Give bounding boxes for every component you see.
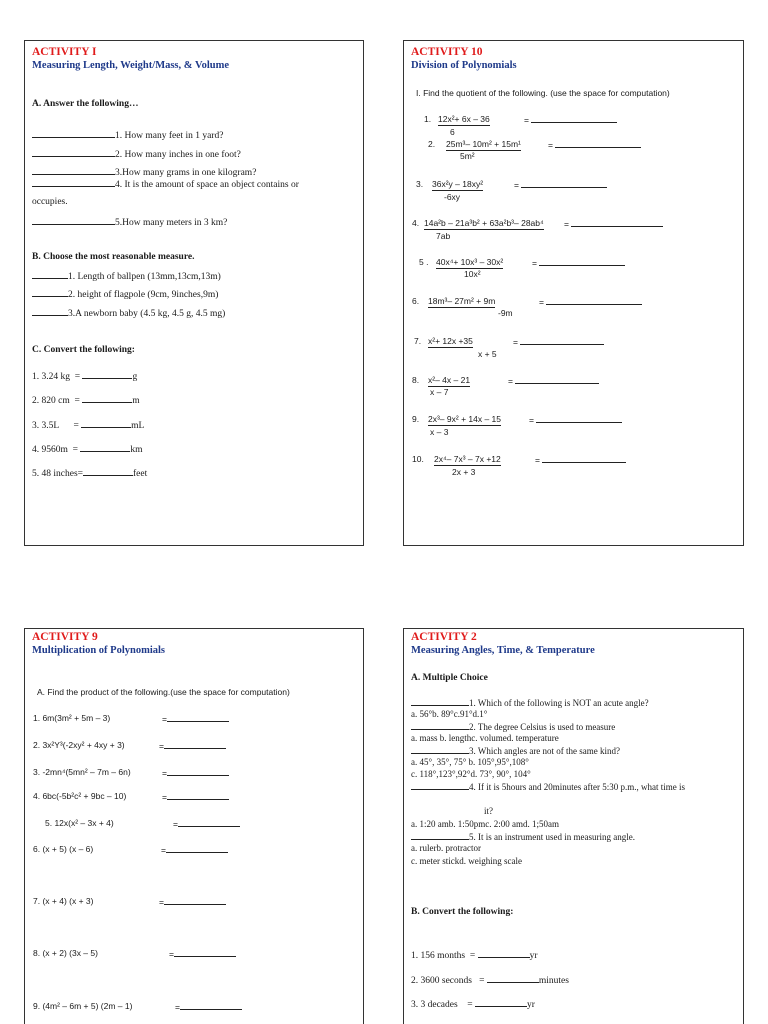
question-line: 4. If it is 5hours and 20minutes after 5:30 p.m., what time is bbox=[411, 781, 685, 793]
question-line: 5.How many meters in 3 km? bbox=[32, 216, 227, 229]
instruction: A. Find the product of the following.(use the space for computation) bbox=[37, 687, 290, 697]
denominator: 7ab bbox=[436, 231, 451, 241]
convert-line: 5. 48 inches= feet bbox=[32, 469, 148, 479]
problem: 8. (x + 2) (3x – 5) bbox=[33, 948, 98, 958]
numerator: 36x²y – 18xy² bbox=[432, 179, 484, 189]
answer-line: = bbox=[514, 179, 607, 191]
question-line: 4. It is the amount of space an object contains or bbox=[32, 178, 299, 191]
answer-blank[interactable] bbox=[82, 394, 132, 403]
problem-number: 2. bbox=[428, 139, 436, 149]
convert-line: 2. 3600 seconds = minutes bbox=[411, 976, 569, 986]
numerator: 12x²+ 6x – 36 bbox=[438, 114, 490, 124]
question-line-cont: occupies. bbox=[32, 197, 68, 207]
answer-line: = bbox=[539, 296, 642, 308]
denominator: x + 5 bbox=[478, 349, 497, 359]
question-line: 1. How many feet in 1 yard? bbox=[32, 129, 223, 142]
problem: 2. 3x²Y³(-2xy² + 4xy + 3) bbox=[33, 740, 125, 750]
problem-number: 5 . bbox=[419, 257, 429, 267]
denominator: x – 3 bbox=[430, 427, 449, 437]
problem-number: 7. bbox=[414, 336, 422, 346]
answer-blank[interactable] bbox=[174, 948, 236, 957]
answer-blank[interactable] bbox=[546, 296, 642, 305]
activity-title: Multiplication of Polynomials bbox=[32, 645, 166, 656]
activity-label: ACTIVITY 10 bbox=[411, 46, 483, 58]
answer-blank[interactable] bbox=[411, 831, 469, 840]
answer-line: = bbox=[162, 767, 229, 779]
section-heading: B. Convert the following: bbox=[411, 907, 514, 917]
choices-line: a. 56°b. 89°c.91°d.1° bbox=[411, 709, 488, 719]
answer-blank[interactable] bbox=[411, 781, 469, 790]
activity-9-card bbox=[24, 628, 364, 1024]
answer-blank[interactable] bbox=[32, 288, 68, 297]
question-line: 3.A newborn baby (4.5 kg, 4.5 g, 4.5 mg) bbox=[32, 307, 225, 320]
convert-line: 1. 156 months = yr bbox=[411, 951, 538, 961]
problem-number: 10. bbox=[412, 454, 424, 464]
answer-blank[interactable] bbox=[521, 179, 607, 188]
question-line: 1. Length of ballpen (13mm,13cm,13m) bbox=[32, 270, 221, 283]
answer-blank[interactable] bbox=[542, 454, 626, 463]
answer-line: = bbox=[548, 139, 641, 151]
answer-blank[interactable] bbox=[180, 1001, 242, 1010]
answer-blank[interactable] bbox=[515, 375, 599, 384]
answer-line: = bbox=[513, 336, 604, 348]
numerator: x²+ 12x +35 bbox=[428, 336, 473, 346]
answer-blank[interactable] bbox=[32, 270, 68, 279]
answer-line: = bbox=[529, 414, 622, 426]
answer-line: = bbox=[532, 257, 625, 269]
choices-line: a. rulerb. protractor bbox=[411, 843, 481, 853]
question-line: 2. How many inches in one foot? bbox=[32, 148, 241, 161]
numerator: 14a²b – 21a³b² + 63a²b³– 28ab⁴ bbox=[424, 218, 544, 228]
answer-line: = bbox=[173, 818, 240, 830]
answer-blank[interactable] bbox=[32, 129, 115, 138]
answer-line: = bbox=[535, 454, 626, 466]
answer-blank[interactable] bbox=[32, 307, 68, 316]
numerator: 18m³– 27m² + 9m bbox=[428, 296, 496, 306]
answer-line: = bbox=[564, 218, 663, 230]
answer-blank[interactable] bbox=[167, 767, 229, 776]
section-heading: C. Convert the following: bbox=[32, 345, 135, 355]
answer-blank[interactable] bbox=[32, 166, 115, 175]
question-line: 1. Which of the following is NOT an acute angle? bbox=[411, 697, 649, 709]
section-heading: A. Answer the following… bbox=[32, 99, 139, 109]
choices-line: c. meter stickd. weighing scale bbox=[411, 856, 522, 866]
answer-blank[interactable] bbox=[32, 178, 115, 187]
answer-blank[interactable] bbox=[478, 949, 530, 958]
convert-line: 3. 3.5L = mL bbox=[32, 421, 145, 431]
answer-line: = bbox=[162, 791, 229, 803]
section-heading: B. Choose the most reasonable measure. bbox=[32, 252, 195, 262]
problem: 9. (4m² – 6m + 5) (2m – 1) bbox=[33, 1001, 133, 1011]
denominator: -6xy bbox=[444, 192, 461, 202]
activity-label: ACTIVITY 9 bbox=[32, 631, 98, 643]
numerator: 2x⁴– 7x³ – 7x +12 bbox=[434, 454, 501, 464]
denominator: -9m bbox=[498, 308, 513, 318]
activity-2-card bbox=[403, 628, 744, 1024]
choices-line: a. 45°, 35°, 75° b. 105°,95°,108° bbox=[411, 757, 529, 767]
convert-line: 2. 820 cm = m bbox=[32, 396, 140, 406]
answer-line: = bbox=[175, 1001, 242, 1013]
problem-number: 8. bbox=[412, 375, 420, 385]
denominator: 6 bbox=[450, 127, 455, 137]
answer-blank[interactable] bbox=[80, 443, 130, 452]
activity-title: Measuring Angles, Time, & Temperature bbox=[411, 645, 595, 656]
answer-line: = bbox=[162, 713, 229, 725]
numerator: 40x⁴+ 10x³ – 30x² bbox=[436, 257, 504, 267]
answer-blank[interactable] bbox=[81, 419, 131, 428]
activity-label: ACTIVITY 2 bbox=[411, 631, 477, 643]
activity-1-card bbox=[24, 40, 364, 546]
problem-number: 3. bbox=[416, 179, 424, 189]
answer-line: = bbox=[508, 375, 599, 387]
denominator: 2x + 3 bbox=[452, 467, 476, 477]
answer-blank[interactable] bbox=[571, 218, 663, 227]
denominator: x – 7 bbox=[430, 387, 449, 397]
problem: 6. (x + 5) (x – 6) bbox=[33, 844, 94, 854]
answer-line: = bbox=[169, 948, 236, 960]
choices-line: a. 1:20 amb. 1:50pmc. 2:00 amd. 1;50am bbox=[411, 819, 559, 829]
answer-blank[interactable] bbox=[487, 974, 539, 983]
convert-line: 4. 9560m = km bbox=[32, 445, 143, 455]
answer-blank[interactable] bbox=[32, 216, 115, 225]
answer-blank[interactable] bbox=[539, 257, 625, 266]
answer-blank[interactable] bbox=[32, 148, 115, 157]
answer-blank[interactable] bbox=[164, 896, 226, 905]
choices-line: a. mass b. lengthc. volumed. temperature bbox=[411, 733, 559, 743]
answer-line: = bbox=[524, 114, 617, 126]
denominator: 5m² bbox=[460, 151, 475, 161]
problem: 3. -2mn⁴(5mn² – 7m – 6n) bbox=[33, 767, 131, 777]
answer-blank[interactable] bbox=[520, 336, 604, 345]
answer-blank[interactable] bbox=[164, 740, 226, 749]
instruction: I. Find the quotient of the following. (use the space for computation) bbox=[416, 88, 670, 98]
answer-line: = bbox=[161, 844, 228, 856]
answer-line: = bbox=[159, 740, 226, 752]
choices-line: c. 118°,123°,92°d. 73°, 90°, 104° bbox=[411, 769, 531, 779]
answer-line: = bbox=[159, 896, 226, 908]
answer-blank[interactable] bbox=[82, 370, 132, 379]
question-line: 2. height of flagpole (9cm, 9inches,9m) bbox=[32, 288, 218, 301]
question-line: 2. The degree Celsius is used to measure bbox=[411, 721, 615, 733]
problem: 4. 6bc(-5b²c² + 9bc – 10) bbox=[33, 791, 127, 801]
question-line: 5. It is an instrument used in measuring angle. bbox=[411, 831, 635, 843]
answer-blank[interactable] bbox=[531, 114, 617, 123]
answer-blank[interactable] bbox=[167, 791, 229, 800]
convert-line: 1. 3.24 kg = g bbox=[32, 372, 138, 382]
numerator: 2x³– 9x² + 14x – 15 bbox=[428, 414, 502, 424]
problem: 5. 12x(x² – 3x + 4) bbox=[45, 818, 114, 828]
activity-title: Division of Polynomials bbox=[411, 60, 517, 71]
numerator: x²– 4x – 21 bbox=[428, 375, 471, 385]
answer-blank[interactable] bbox=[536, 414, 622, 423]
answer-blank[interactable] bbox=[411, 745, 469, 754]
answer-blank[interactable] bbox=[411, 721, 469, 730]
activity-title: Measuring Length, Weight/Mass, & Volume bbox=[32, 60, 229, 71]
denominator: 10x² bbox=[464, 269, 481, 279]
problem-number: 6. bbox=[412, 296, 420, 306]
answer-blank[interactable] bbox=[83, 467, 133, 476]
question-line-cont: it? bbox=[484, 806, 493, 816]
activity-10-card bbox=[403, 40, 744, 546]
answer-blank[interactable] bbox=[555, 139, 641, 148]
problem: 1. 6m(3m² + 5m – 3) bbox=[33, 713, 111, 723]
answer-blank[interactable] bbox=[411, 697, 469, 706]
section-heading: A. Multiple Choice bbox=[411, 673, 488, 683]
answer-blank[interactable] bbox=[167, 713, 229, 722]
numerator: 25m³– 10m² + 15m¹ bbox=[446, 139, 521, 149]
answer-blank[interactable] bbox=[166, 844, 228, 853]
question-line: 3.How many grams in one kilogram? bbox=[32, 166, 256, 179]
question-line: 3. Which angles are not of the same kind? bbox=[411, 745, 620, 757]
problem-number: 4. bbox=[412, 218, 420, 228]
problem-number: 1. bbox=[424, 114, 432, 124]
answer-blank[interactable] bbox=[178, 818, 240, 827]
activity-label: ACTIVITY I bbox=[32, 46, 97, 58]
convert-line: 3. 3 decades = yr bbox=[411, 1000, 535, 1010]
problem-number: 9. bbox=[412, 414, 420, 424]
problem: 7. (x + 4) (x + 3) bbox=[33, 896, 94, 906]
answer-blank[interactable] bbox=[475, 998, 527, 1007]
